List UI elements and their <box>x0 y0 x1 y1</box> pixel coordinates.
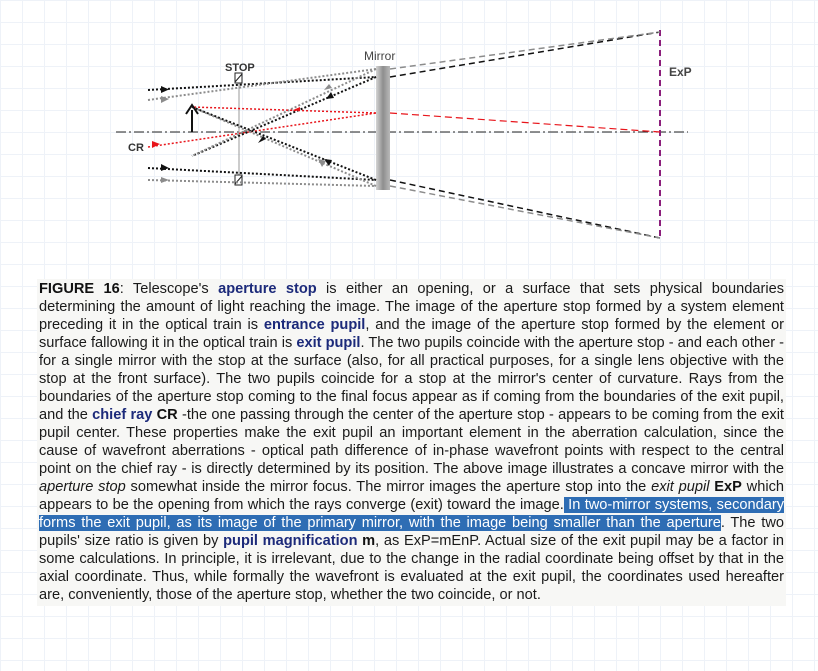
virtual-ray-lower-black <box>390 180 660 238</box>
symbol-m: m <box>362 533 376 549</box>
caption-text: . The two pupils' size ratio is given by <box>39 515 784 549</box>
incoming-chief-ray <box>148 113 376 147</box>
chief-ray-label: CR <box>128 142 144 154</box>
symbol-exp: ExP <box>714 479 742 495</box>
virtual-ray-lower-gray <box>390 186 660 238</box>
stop-label: STOP <box>225 62 255 74</box>
virtual-chief-ray <box>390 113 660 132</box>
incoming-ray-bottom-gray <box>148 180 376 186</box>
caption-text: , as ExP=mEnP. Actual size of the exit pupil may be a factor in some calculations. In principle, it is irrelevant, due to the change in the radial coordinate being offset by that in the axial coordinate. Thus, while formally the wavefront is evaluated at the exit pupil, the coordinates used hereafter are, conveniently, those of the aperture stop, whether the two coincide, or not. <box>39 533 784 603</box>
caption-text: -the one passing through the center of the aperture stop - appears to be coming from the exit pupil center. These properties make the exit pupil an important element in the aberration calculation, since the cause of wavefront aberrations - optical path difference of in-phase wavefront points with respect to the central point on the chief ray - is directly determined by its position. The above image illustrates a concave mirror with the <box>39 407 784 477</box>
virtual-ray-upper-black <box>390 32 660 77</box>
caption-text: , and the image of the aperture stop formed by the element or surface fallowing it in the optical train is <box>39 317 784 351</box>
term-exit-pupil: exit pupil <box>296 335 361 351</box>
term-chief-ray: chief ray <box>92 407 153 423</box>
ray-diagram-svg <box>100 30 700 260</box>
incoming-ray-bottom-black <box>148 168 376 180</box>
italic-aperture-stop: aperture stop <box>39 479 126 495</box>
incoming-ray-top-black <box>148 77 376 90</box>
term-aperture-stop: aperture stop <box>218 281 317 297</box>
virtual-ray-upper-gray <box>390 32 660 69</box>
term-pupil-magnification: pupil magnification <box>223 533 358 549</box>
figure-label: FIGURE 16 <box>39 281 120 297</box>
concave-mirror <box>376 66 390 190</box>
caption-text: . The two pupils coincide with the aperture stop - and each other - for a single mirror with the stop at the surface (also, for all practical purposes, for a single lens objective with the stop at the front surface). The two pupils coincide for a stop at the mirror's center of curvature. Rays from the boundaries of the aperture stop coming to the final focus appear as if coming from the boundaries of the exit pupil, and the <box>39 335 784 423</box>
term-entrance-pupil: entrance pupil <box>263 317 366 333</box>
italic-exit-pupil: exit pupil <box>651 479 710 495</box>
caption-text: is either an opening, or a surface that sets physical boundaries determining the amount of light reaching the image. The image of the aperture stop formed by a system element preceding it in the optical train is <box>39 281 785 333</box>
reflected-ray-bottom-gray <box>192 107 376 186</box>
exit-pupil-label: ExP <box>669 65 692 79</box>
reflected-ray-top-black <box>192 77 376 156</box>
caption-text: : Telescope's <box>119 281 219 297</box>
selected-text[interactable]: In two-mirror systems, secondary forms the exit pupil, as its image of the primary mirror, with the image being smaller than the aperture <box>39 497 784 531</box>
figure-caption <box>37 279 786 606</box>
caption-text: somewhat inside the mirror focus. The mirror images the aperture stop into the <box>125 479 652 495</box>
caption-text: which appears to be the opening from which the rays converge (exit) toward the image. <box>39 479 784 513</box>
symbol-cr: CR <box>156 407 178 423</box>
optics-diagram <box>100 30 700 260</box>
mirror-label: Mirror <box>364 49 396 63</box>
